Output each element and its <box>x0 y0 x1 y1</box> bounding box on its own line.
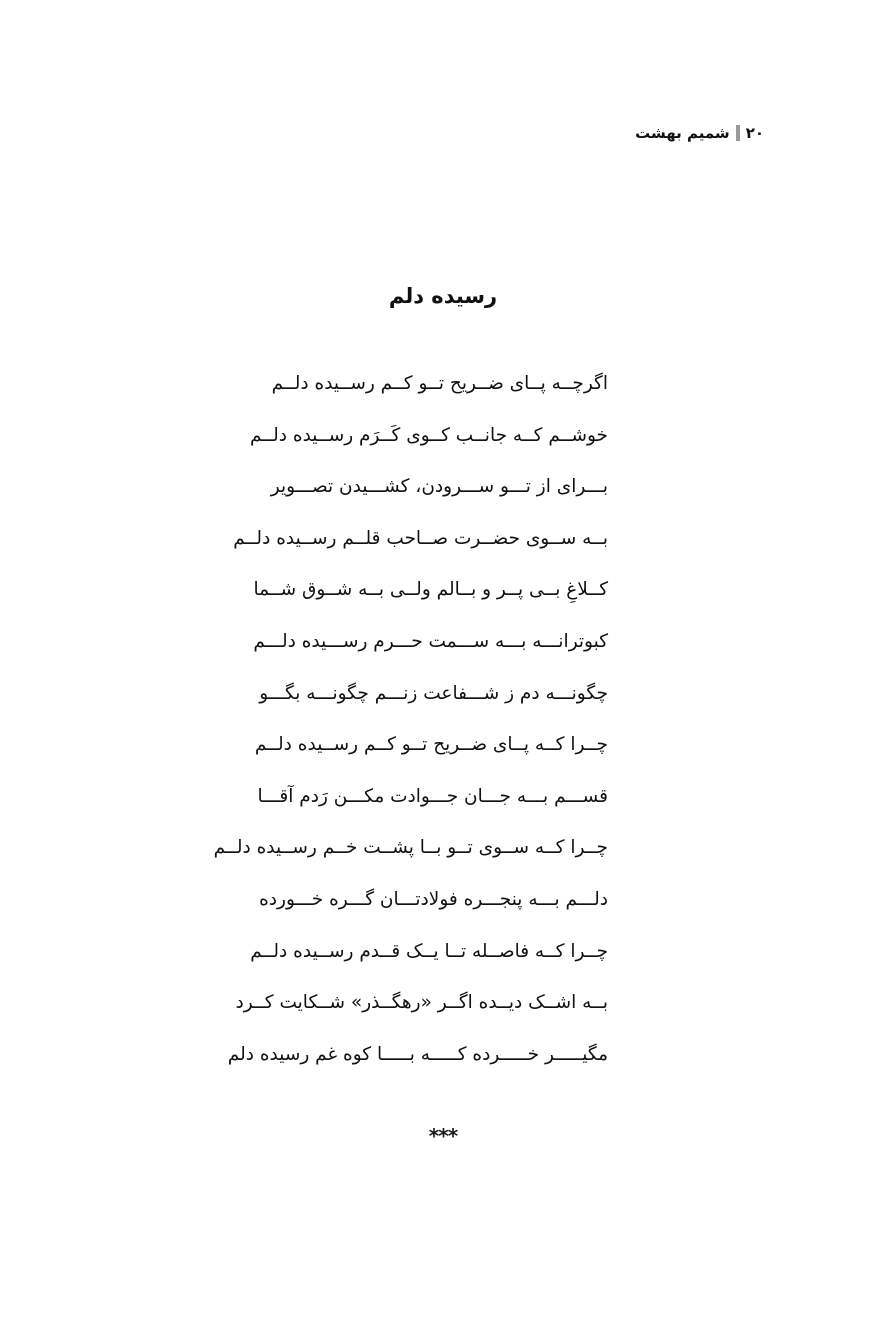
page-number: ۲۰ <box>745 124 764 142</box>
verse-line: چــرا کــه فاصــله تــا یــک قــدم رســیده دلــم <box>250 940 608 962</box>
verse-line: دلـــم بـــه پنجـــره فولادتـــان گـــره خـــورده <box>259 888 608 910</box>
book-title: شمیم بهشت <box>635 124 730 142</box>
verse-line: خوشــم کــه جانــب کــوی کَــرَم رســیده دلــم <box>249 424 608 446</box>
poem-body <box>213 366 608 1088</box>
poem-title: رسیده دلم <box>388 284 498 308</box>
verse-line: چــرا کــه ســوی تــو بــا پشــت خــم رســیده دلــم <box>213 837 608 859</box>
verse-line: چگونـــه دم ز شـــفاعت زنـــم چگونـــه بگـــو <box>259 682 608 704</box>
verse-line: کبوترانـــه بـــه ســـمت حـــرم رســـیده دلـــم <box>253 630 608 652</box>
verse-line: چــرا کــه پــای ضــریح تــو کــم رســیده دلــم <box>254 734 608 756</box>
verse-line: بـــرای از تـــو ســـرودن، کشـــیدن تصـــویر <box>270 476 608 498</box>
running-header <box>635 124 764 142</box>
verse-line: کــلاغِ بــی پــر و بــالم ولــی بــه شــوق شــما <box>253 579 608 601</box>
verse-line: بــه ســوی حضــرت صــاحب قلــم رســیده دلــم <box>233 527 608 549</box>
verse-line: مگیـــــر خـــــرده کـــــه بـــــا کوه غم رسیده دلم <box>227 1043 608 1065</box>
verse-line: قســـم بـــه جـــان جـــوادت مکـــن رَدم آقـــا <box>257 785 608 807</box>
section-end-asterisks: *** <box>428 1124 458 1148</box>
verse-line: بــه اشــک دیــده اگــر «رهگــذر» شــکایت کــرد <box>235 992 608 1014</box>
verse-line: اگرچــه پــای ضــریح تــو کــم رســیده دلــم <box>271 373 608 394</box>
header-separator <box>736 125 740 141</box>
